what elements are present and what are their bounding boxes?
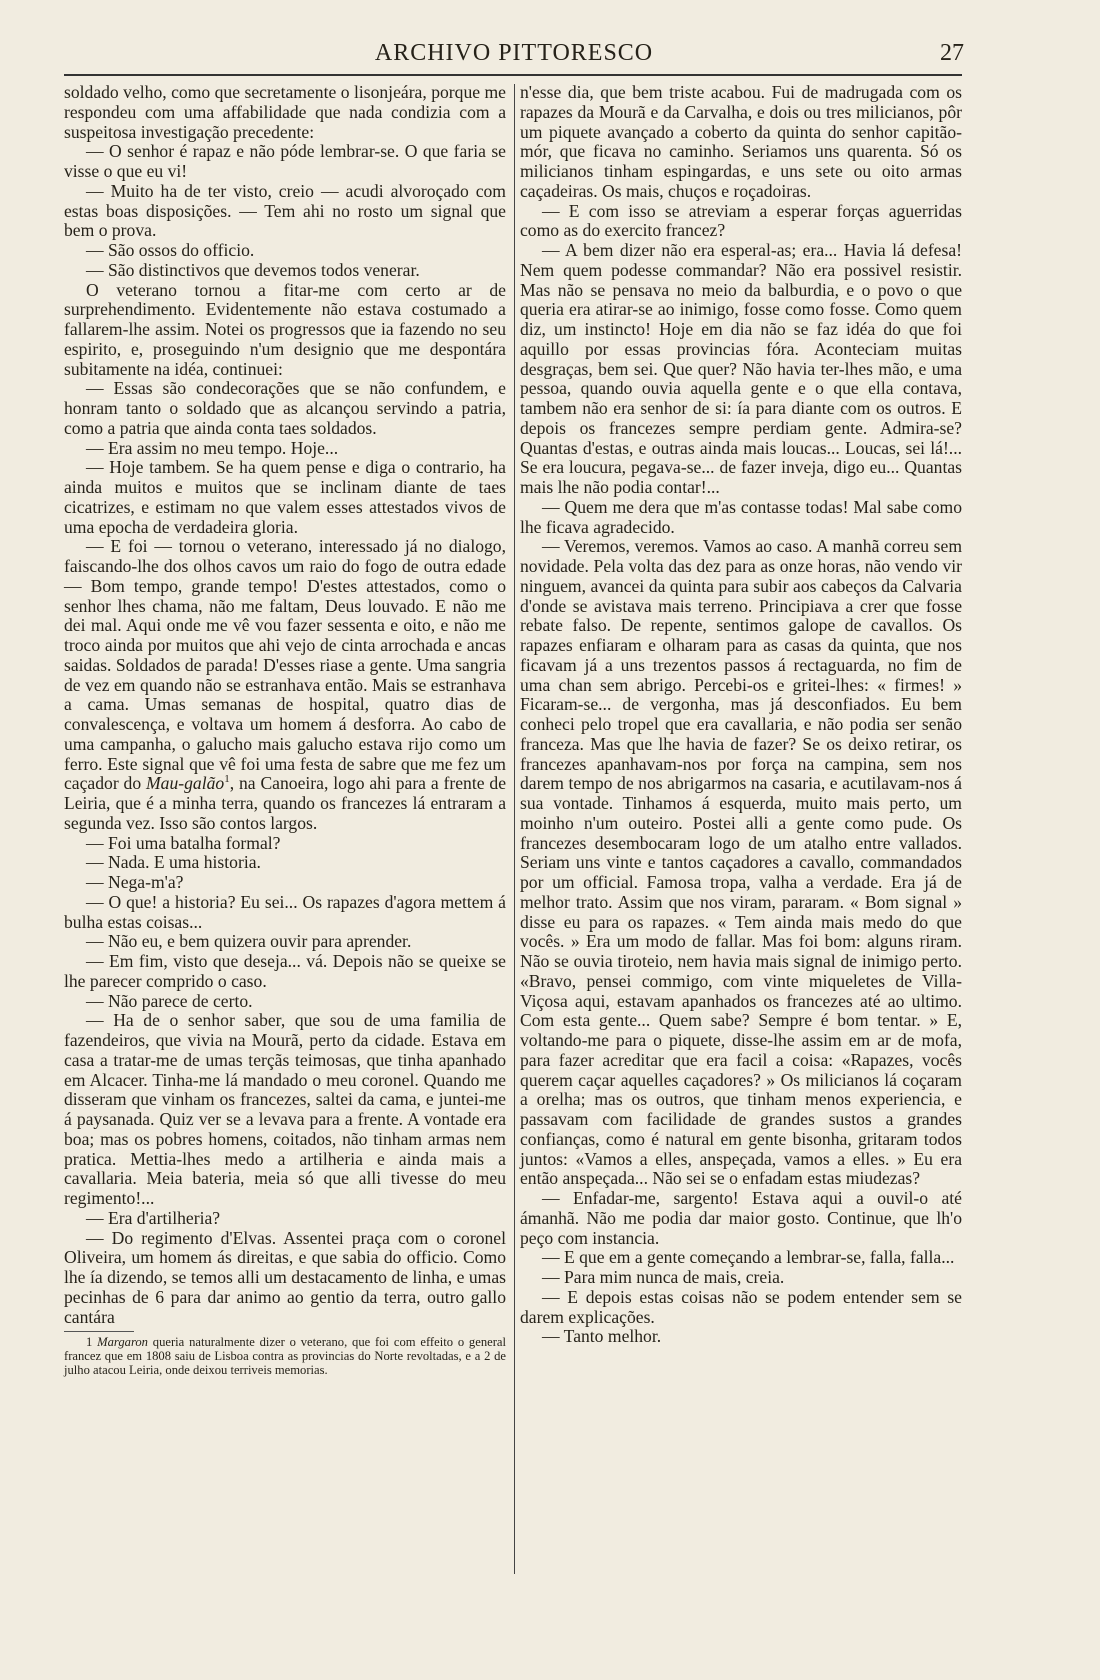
paragraph: — A bem dizer não era esperal-as; era... Havia lá defesa! Nem quem podesse commandar? Não era possivel resistir. Mas não se pensava no meio da balburdia, e o povo o que queria era atirar-se ao inimigo, fosse como fosse. Como quem diz, um instincto! Hoje em dia não se faz idéa do que foi aquillo por essas provincias fóra. Aconteciam muitas desgraças, bem sei. Que quer? Não havia ter-lhes mão, e uma pessoa, quando ouvia aquella gente e o que ella contava, tambem não era senhor de si: ía para diante com os outros. E depois os francezes sempre perdiam gente. Admira-se? Quantas d'estas, e outras ainda mais loucas... Loucas, sei lá!... Se era loucura, pegava-se... de fazer inveja, digo eu... Quantas mais lhe não podia contar!...	[520, 240, 962, 497]
paragraph: — E que em a gente começando a lembrar-se, falla, falla...	[542, 1247, 955, 1268]
paragraph: soldado velho, como que secretamente o lisonjeára, porque me respondeu com uma affabilidade que nada condizia com a suspeitosa investigação precedente:	[64, 82, 506, 142]
paragraph: — Era assim no meu tempo. Hoje...	[86, 437, 339, 458]
footnote-italic-name: Margaron	[97, 1335, 148, 1350]
right-column	[520, 83, 962, 1347]
paragraph: — Tanto melhor.	[542, 1326, 662, 1347]
paragraph: — Para mim nunca de mais, creia.	[542, 1267, 785, 1287]
paragraph: — Muito ha de ter visto, creio — acudi alvoroçado com estas boas disposições. — Tem ahi no rosto um signal que bem o prova.	[64, 180, 506, 241]
paragraph: — Quem me dera que m'as contasse todas! Mal sabe como lhe ficava agradecido.	[520, 496, 962, 537]
left-column	[64, 83, 506, 1377]
paragraph: O veterano tornou a fitar-me com certo ar de surprehendimento. Evidentemente não estava costumado a fallarem-lhe assim. Notei os progressos que ia fazendo no seu espirito, e, proseguindo n'um designio que me despontára subitamente na idéa, continuei:	[64, 279, 506, 379]
footnote-rule	[64, 1331, 134, 1332]
paragraph: — São distinctivos que devemos todos venerar.	[86, 259, 420, 280]
paragraph: — E com isso se atreviam a esperar forças aguerridas como as do exercito francez?	[520, 200, 962, 241]
paragraph: — Veremos, veremos. Vamos ao caso. A manhã correu sem novidade. Pela volta das dez para as onze horas, não vendo vir ninguem, avancei da quinta para subir aos cabeços da Calvaria d'onde se avistava mais terreno. Principiava a crer que fosse rebate falso. De repente, sentimos galope de cavallos. Os rapazes enfiaram e olharam para as casas da quinta, que nos ficavam já a uns trezentos passos á rectaguarda, no fim de uma chan sem abrigo. Percebi-os e gritei-lhes: « firmes! » Ficaram-se... de vergonha, mas já desconfiados. Eu bem conheci pelo tropel que era cavallaria, e não podia ser senão franceza. Mas que lhe havia de fazer? Se os deixo retirar, os francezes apanhavam-nos por força na campina, sem nos darem tempo de nos abrigarmos na casaria, e acutilavam-nos á sua vontade. Tinhamos á esquerda, muito mais perto, um moinho n'um outeiro. Postei alli a gente como pude. Os francezes desembocaram logo de um atalho entre vallados. Seriam uns vinte e tantos caçadores a cavallo, commandados por um official. Famosa tropa, valha a verdade. Era já de melhor trato. Assim que nos viram, pararam. « Bom signal » disse eu para os rapazes. « Tem ainda mais medo do que vocês. » Era um modo de fallar. Mas foi bom: alguns riram. Não se ouvia tiroteio, nem havia mais signal de inimigo perto. «Bravo, pensei commigo, com vinte miqueletes de Villa-Viçosa aqui, estavam apanhados os francezes até ao ultimo. Com esta gente... Quem sabe? Sempre é bom tentar. » E, voltando-me para o piquete, disse-lhe assim em ar de mofa, para fazer acreditar que era facil a coisa: «Rapazes, vocês querem caçar aquelles caçadores? » Os milicianos lá coçaram a orelha; mas os outros, que tinham menos experiencia, e passavam com facilidade de grandes sustos a grandes confianças, como é natural em gente bisonha, gritaram todos juntos: «Vamos a elles, anspeçada, vamos a elles. » Eu era então anspeçada... Não sei se o enfadam estas miudezas?	[520, 536, 962, 1189]
paragraph-text: , na Canoeira, logo ahi para a frente de Leiria, que é a minha terra, quando os francezes lá entraram a segunda vez. Isso são contos largos.	[64, 773, 507, 833]
paragraph: — Em fim, visto que deseja... vá. Depois não se queixe se lhe parecer comprido o caso.	[64, 951, 506, 991]
paragraph: — Não eu, e bem quizera ouvir para aprender.	[86, 931, 412, 952]
paragraph: — Foi uma batalha formal?	[86, 832, 281, 853]
footnote	[64, 1335, 506, 1377]
paragraph: — E depois estas coisas não se podem entender sem se darem explicações.	[520, 1286, 962, 1327]
column-divider	[514, 84, 515, 1574]
paragraph: — Não parece de certo.	[86, 990, 253, 1011]
page-header	[64, 36, 964, 76]
paragraph	[64, 537, 506, 833]
paragraph: n'esse dia, que bem triste acabou. Fui de madrugada com os rapazes da Mourã e da Carvalha, e dois ou tres milicianos, pôr um piquete avançado a coberto da quinta do senhor capitão-mór, que ficava no caminho. Seriamos uns quarenta. Só os milicianos tinham espingardas, e uns sete ou oito armas caçadeiras. Os mais, chuços e roçadoiras.	[520, 82, 962, 201]
paragraph: — Nada. E uma historia.	[86, 852, 261, 873]
footnote-text: queria naturalmente dizer o veterano, que foi com effeito o general francez que em 1808 saiu de Lisboa contra as provincias do Norte revoltadas, e a 2 de julho atacou Leiria, onde deixou terriveis memorias.	[64, 1335, 506, 1378]
italic-name: Mau-galão	[146, 773, 225, 794]
paragraph: — Ha de o senhor saber, que sou de uma familia de fazendeiros, que vivia na Mourã, perto da cidade. Estava em casa a tratar-me de umas terçãs teimosas, que tinha apanhado em Alcacer. Tinha-me lá mandado o meu coronel. Quando me disseram que vinham os francezes, saltei da cama, e juntei-me á paysanada. Quiz ver se a levava para a frente. A vontade era boa; mas os pobres homens, coitados, não tinham armas nem pratica. Mettia-lhes medo a artilheria e ainda mais a cavallaria. Meia bateria, meia só que alli tivesse do meu regimento!...	[64, 1010, 506, 1208]
paragraph-text: — E foi — tornou o veterano, interessado já no dialogo, faiscando-lhe dos olhos cavos um raio do fogo de outra edade — Bom tempo, grande tempo! D'estes attestados, como o senhor lhes chama, não me faltam, Deus louvado. E não me dei mal. Aqui onde me vê vou fazer sessenta e oito, e não me troco ainda por muitos que ahi vejo de cinta arrochada e ancas saidas. Soldados de parada! D'esses riase a gente. Uma sangria de vez em quando não se estranhava então. Mais se estranhava a cama. Umas semanas de hospital, quatro dias de convalescença, e voltava um homem á desforra. Ao cabo de uma campanha, o galucho mais galucho estava rijo como um ferro. Este signal que vê foi uma festa de sabre que me fez um caçador do	[64, 536, 506, 794]
header-rule	[64, 74, 962, 76]
paragraph: — Essas são condecorações que se não confundem, e honram tanto o soldado que as alcançou servindo a patria, como a patria que ainda conta taes soldados.	[64, 378, 506, 438]
paragraph: — Hoje tambem. Se ha quem pense e diga o contrario, ha ainda muitos e muitos que se inclinam diante de taes cicatrizes, e estimam no que valem esses attestados vivos de uma epocha de verdadeira gloria.	[64, 457, 506, 537]
footnote-mark: 1	[86, 1335, 93, 1350]
paragraph: — O senhor é rapaz e não póde lembrar-se. O que faria se visse o que eu vi!	[64, 141, 506, 181]
paragraph: — O que! a historia? Eu sei... Os rapazes d'agora mettem á bulha estas coisas...	[64, 891, 506, 932]
page-number: 27	[940, 40, 964, 66]
paragraph: — Do regimento d'Elvas. Assentei praça com o coronel Oliveira, um homem ás direitas, e que sabia do officio. Como lhe ía dizendo, se temos alli um destacamento de linha, e umas pecinhas de 6 para dar animo ao gentio da terra, outro gallo cantára	[64, 1227, 506, 1327]
footnote-reference: 1	[224, 773, 230, 786]
publication-title: ARCHIVO PITTORESCO	[374, 40, 654, 66]
paragraph: — Nega-m'a?	[86, 872, 184, 892]
paragraph: — Era d'artilheria?	[86, 1207, 221, 1228]
paragraph: — Enfadar-me, sargento! Estava aqui a ouvil-o até ámanhã. Não me podia dar maior gosto. Continue, que lh'o peço com instancia.	[520, 1188, 962, 1248]
paragraph: — São ossos do officio.	[86, 240, 255, 260]
